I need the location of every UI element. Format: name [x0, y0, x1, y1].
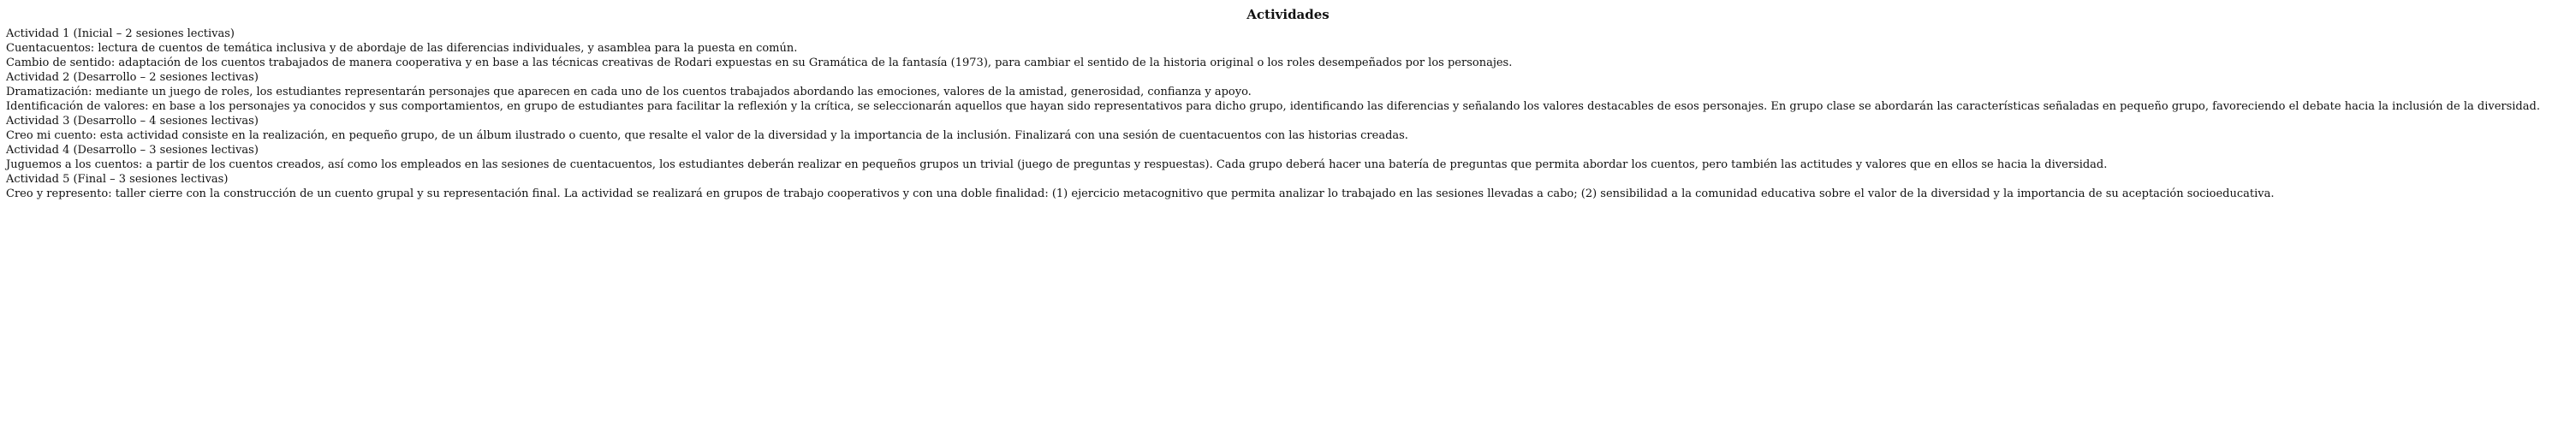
- activity-5-description-creo-y-represento: Creo y represento: taller cierre con la construcción de un cuento grupal y su representación final. La actividad se realizará en grupos de trabajo cooperativos y con una doble finalidad: (1) ejercicio metacognitivo que permita analizar lo trabajado en las sesiones llevadas a cabo; (2) sensibilidad a la comunidad educativa sobre el valor de la diversidad y la importancia de su aceptación socioeducativa.: [6, 187, 2275, 200]
- document-title: Actividades: [1246, 7, 1330, 22]
- activity-4-description-juguemos: Juguemos a los cuentos: a partir de los cuentos creados, así como los empleados en las sesiones de cuentacuentos, los estudiantes deberán realizar en pequeños grupos un trivial (juego de preguntas y respuestas). Cada grupo deberá hacer una batería de preguntas que permita abordar los cuentos, pero también las actitudes y valores que en ellos se hacia la diversidad.: [6, 158, 2108, 171]
- activity-3-heading: Actividad 3 (Desarrollo – 4 sesiones lectivas): [6, 115, 259, 128]
- activities-document: [6, 7, 2570, 201]
- activity-2-description-dramatizacion: Dramatización: mediante un juego de roles, los estudiantes representarán personajes que aparecen en cada uno de los cuentos trabajados abordando las emociones, valores de la amistad, generosidad, confianza y apoyo.: [6, 86, 1252, 98]
- activity-2-description-identificacion: Identificación de valores: en base a los personajes ya conocidos y sus comportamientos, en grupo de estudiantes para facilitar la reflexión y la crítica, se seleccionarán aquellos que hayan sido representativos para dicho grupo, identificando las diferencias y señalando los valores destacables de esos personajes. En grupo clase se abordarán las características señaladas en pequeño grupo, favoreciendo el debate hacia la inclusión de la diversidad.: [6, 100, 2540, 113]
- activity-2-heading: Actividad 2 (Desarrollo – 2 sesiones lectivas): [6, 71, 259, 84]
- activity-1-description-cambio-de-sentido: Cambio de sentido: adaptación de los cuentos trabajados de manera cooperativa y en base a las técnicas creativas de Rodari expuestas en su Gramática de la fantasía (1973), para cambiar el sentido de la historia original o los roles desempeñados por los personajes.: [6, 56, 1513, 69]
- activity-1-heading: Actividad 1 (Inicial – 2 sesiones lectivas): [6, 27, 235, 40]
- activity-1-description-cuentacuentos: Cuentacuentos: lectura de cuentos de temática inclusiva y de abordaje de las diferencias individuales, y asamblea para la puesta en común.: [6, 42, 798, 55]
- activity-4-heading: Actividad 4 (Desarrollo – 3 sesiones lectivas): [6, 144, 259, 157]
- activity-5-heading: Actividad 5 (Final – 3 sesiones lectivas): [6, 173, 229, 186]
- activity-3-description-creo-mi-cuento: Creo mi cuento: esta actividad consiste en la realización, en pequeño grupo, de un álbum ilustrado o cuento, que resalte el valor de la diversidad y la importancia de la inclusión. Finalizará con una sesión de cuentacuentos con las historias creadas.: [6, 129, 1408, 142]
